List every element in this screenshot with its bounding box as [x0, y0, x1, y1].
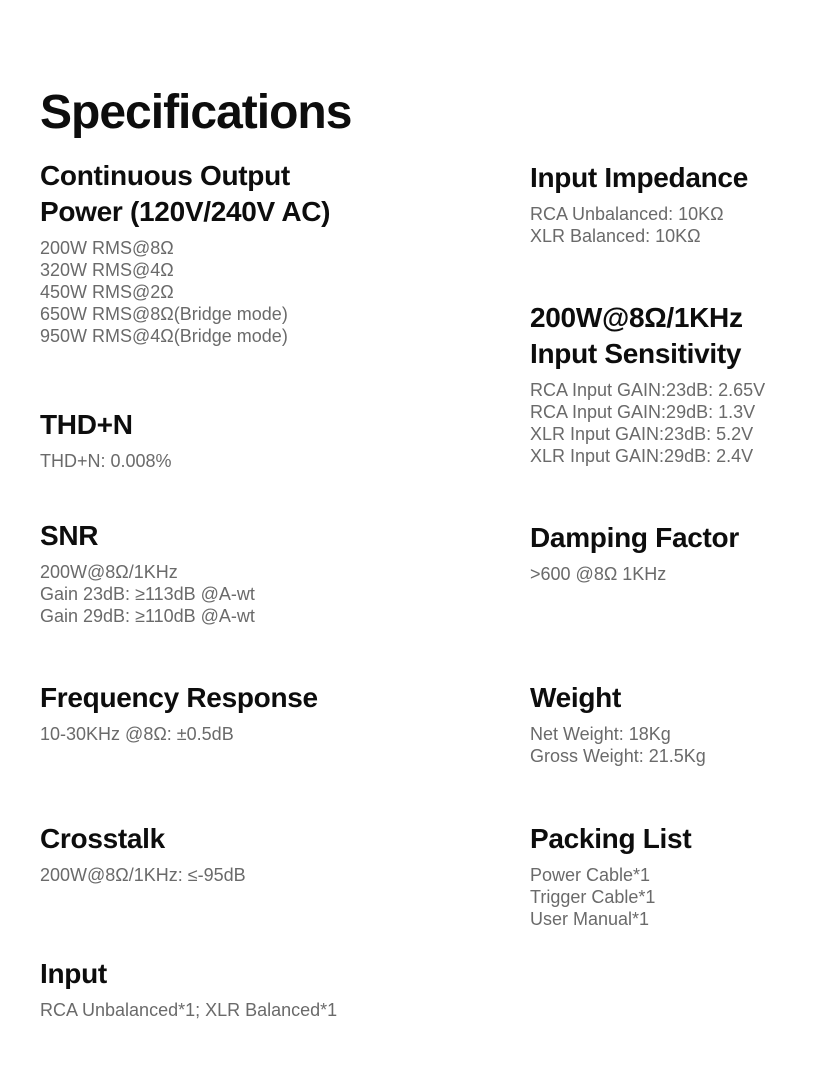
spec-line: 650W RMS@8Ω(Bridge mode): [40, 304, 288, 324]
spec-line: 450W RMS@2Ω: [40, 282, 174, 302]
spec-line: XLR Input GAIN:23dB: 5.2V: [530, 424, 754, 444]
section-thd-n: [40, 407, 510, 472]
section-body: [40, 864, 510, 886]
section-body: [40, 723, 510, 745]
spec-line: RCA Unbalanced*1; XLR Balanced*1: [40, 1000, 338, 1020]
section-heading-line: Continuous Output: [40, 160, 290, 191]
spec-line: Gain 23dB: ≥113dB @A-wt: [40, 584, 255, 604]
section-continuous-output-power: [40, 158, 510, 347]
section-damping-factor: [530, 520, 826, 585]
section-heading-line: Input Impedance: [530, 162, 748, 193]
spec-line: XLR Balanced: 10KΩ: [530, 226, 701, 246]
section-heading-line: THD+N: [40, 409, 133, 440]
section-heading: [40, 680, 510, 716]
section-heading: [40, 407, 510, 443]
section-heading-line: Input Sensitivity: [530, 338, 742, 369]
section-heading-line: Power (120V/240V AC): [40, 196, 331, 227]
section-body: [530, 379, 826, 467]
section-input-sensitivity: [530, 300, 826, 467]
spec-line: RCA Input GAIN:23dB: 2.65V: [530, 380, 766, 400]
spec-line: Net Weight: 18Kg: [530, 724, 671, 744]
section-snr: [40, 518, 510, 627]
section-heading-line: SNR: [40, 520, 99, 551]
spec-line: 320W RMS@4Ω: [40, 260, 174, 280]
section-body: [40, 999, 510, 1021]
spec-line: 200W@8Ω/1KHz: ≤-95dB: [40, 865, 246, 885]
section-heading: [530, 160, 826, 196]
section-heading-line: Damping Factor: [530, 522, 739, 553]
spec-line: Trigger Cable*1: [530, 887, 656, 907]
section-heading: [530, 680, 826, 716]
section-heading: [530, 300, 826, 372]
section-heading: [40, 518, 510, 554]
section-heading: [40, 158, 510, 230]
section-heading-line: Weight: [530, 682, 622, 713]
spec-line: XLR Input GAIN:29dB: 2.4V: [530, 446, 754, 466]
section-body: [530, 203, 826, 247]
section-heading: [530, 520, 826, 556]
section-frequency-response: [40, 680, 510, 745]
section-body: [40, 450, 510, 472]
section-weight: [530, 680, 826, 767]
spec-line: 950W RMS@4Ω(Bridge mode): [40, 326, 288, 346]
section-heading: [530, 821, 826, 857]
spec-line: 200W@8Ω/1KHz: [40, 562, 178, 582]
spec-line: 200W RMS@8Ω: [40, 238, 174, 258]
section-body: [530, 864, 826, 930]
section-heading: [40, 821, 510, 857]
section-body: [530, 723, 826, 767]
spec-line: Power Cable*1: [530, 865, 651, 885]
spec-line: RCA Unbalanced: 10KΩ: [530, 204, 724, 224]
section-packing-list: [530, 821, 826, 930]
section-crosstalk: [40, 821, 510, 886]
section-heading-line: 200W@8Ω/1KHz: [530, 302, 743, 333]
spec-line: >600 @8Ω 1KHz: [530, 564, 667, 584]
section-heading-line: Crosstalk: [40, 823, 165, 854]
section-body: [40, 561, 510, 627]
spec-line: Gross Weight: 21.5Kg: [530, 746, 706, 766]
section-body: [40, 237, 510, 347]
section-heading-line: Input: [40, 958, 107, 989]
spec-line: User Manual*1: [530, 909, 650, 929]
section-heading-line: Frequency Response: [40, 682, 318, 713]
spec-line: RCA Input GAIN:29dB: 1.3V: [530, 402, 756, 422]
section-heading-line: Packing List: [530, 823, 692, 854]
spec-line: Gain 29dB: ≥110dB @A-wt: [40, 606, 255, 626]
spec-line: 10-30KHz @8Ω: ±0.5dB: [40, 724, 234, 744]
spec-line: THD+N: 0.008%: [40, 451, 172, 471]
section-input: [40, 956, 510, 1021]
section-input-impedance: [530, 160, 826, 247]
section-body: [530, 563, 826, 585]
page-title: Specifications: [40, 86, 352, 140]
section-heading: [40, 956, 510, 992]
